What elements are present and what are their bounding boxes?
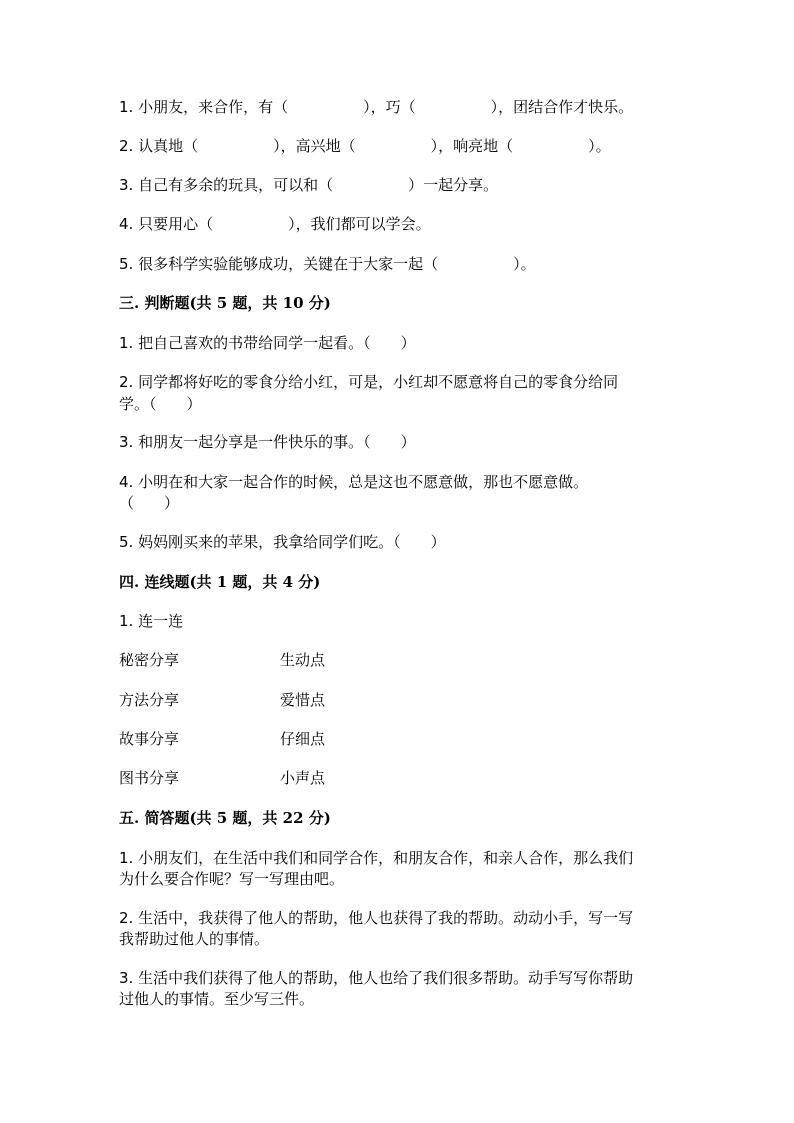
match-left-item: 秘密分享 xyxy=(119,651,180,669)
short-answer-1-line-1: 1. 小朋友们，在生活中我们和同学合作，和朋友合作，和亲人合作，那么我们 xyxy=(119,849,634,867)
fill-in-question-2: 2. 认真地（ ），高兴地（ ），响亮地（ ）。 xyxy=(119,137,611,155)
match-right-item: 小声点 xyxy=(280,769,326,787)
match-right-item: 仔细点 xyxy=(280,730,326,748)
fill-in-question-5: 5. 很多科学实验能够成功，关键在于大家一起（ ）。 xyxy=(119,255,536,273)
match-left-item: 图书分享 xyxy=(119,769,180,787)
judge-question-3: 3. 和朋友一起分享是一件快乐的事。（ ） xyxy=(119,433,416,451)
match-left-item: 故事分享 xyxy=(119,730,180,748)
match-question-1: 1. 连一连 xyxy=(119,612,184,630)
match-right-item: 生动点 xyxy=(280,651,326,669)
fill-in-question-4: 4. 只要用心（ ），我们都可以学会。 xyxy=(119,215,431,233)
judge-question-2-line-2: 学。（ ） xyxy=(119,395,202,413)
short-answer-2-line-2: 我帮助过他人的事情。 xyxy=(119,930,270,948)
short-answer-1-line-2: 为什么要合作呢？写一写理由吧。 xyxy=(119,870,345,888)
judge-question-5: 5. 妈妈刚买来的苹果，我拿给同学们吃。（ ） xyxy=(119,533,446,551)
section-4-heading: 四. 连线题(共 1 题，共 4 分) xyxy=(119,573,321,591)
judge-question-4-line-1: 4. 小明在和大家一起合作的时候，总是这也不愿意做，那也不愿意做。 xyxy=(119,473,589,491)
match-left-item: 方法分享 xyxy=(119,691,180,709)
match-right-item: 爱惜点 xyxy=(280,691,326,709)
short-answer-2-line-1: 2. 生活中，我获得了他人的帮助，他人也获得了我的帮助。动动小手，写一写 xyxy=(119,909,634,927)
judge-question-4-line-2: （ ） xyxy=(119,494,180,512)
short-answer-3-line-2: 过他人的事情。至少写三件。 xyxy=(119,990,315,1008)
section-3-heading: 三. 判断题(共 5 题，共 10 分) xyxy=(119,294,331,312)
judge-question-2-line-1: 2. 同学都将好吃的零食分给小红，可是，小红却不愿意将自己的零食分给同 xyxy=(119,373,619,391)
fill-in-question-3: 3. 自己有多余的玩具，可以和（ ）一起分享。 xyxy=(119,176,499,194)
section-5-heading: 五. 简答题(共 5 题，共 22 分) xyxy=(119,809,331,827)
fill-in-question-1: 1. 小朋友，来合作，有（ ），巧（ ），团结合作才快乐。 xyxy=(119,98,634,116)
short-answer-3-line-1: 3. 生活中我们获得了他人的帮助，他人也给了我们很多帮助。动手写写你帮助 xyxy=(119,969,634,987)
judge-question-1: 1. 把自己喜欢的书带给同学一起看。（ ） xyxy=(119,334,416,352)
